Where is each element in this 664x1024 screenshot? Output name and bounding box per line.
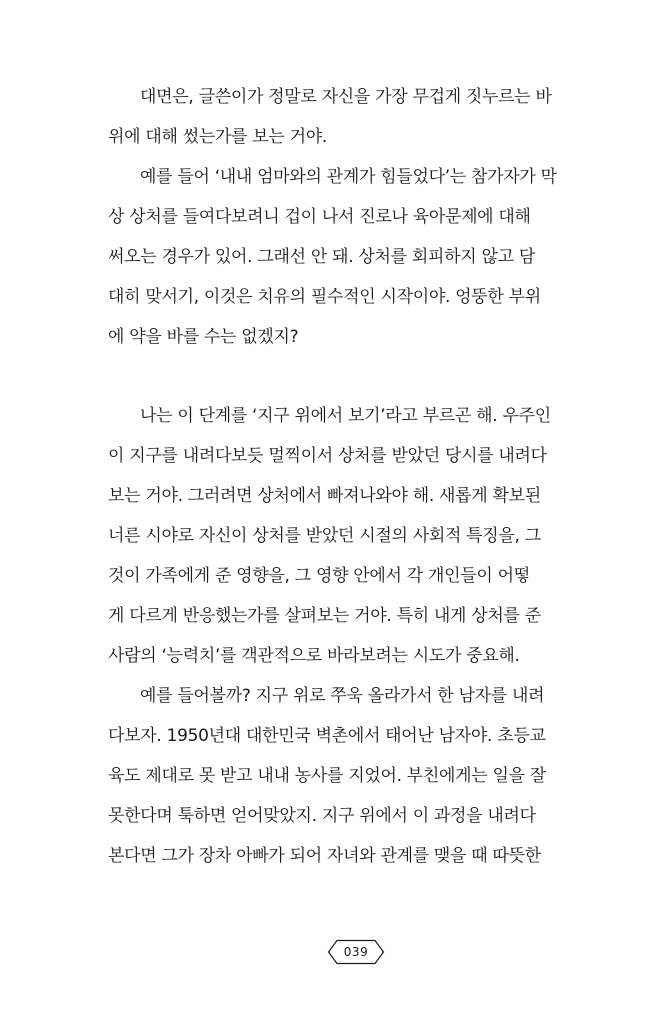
text-line: 이 지구를 내려다보듯 멀찍이서 상처를 받았던 당시를 내려다 — [108, 446, 547, 466]
text-line: 위에 대해 썼는가를 보는 거야. — [108, 127, 327, 147]
text-line: 예를 들어볼까? 지구 위로 쭈욱 올라가서 한 남자를 내려 — [140, 686, 545, 706]
text-line: 사람의 ‘능력치’를 객관적으로 바라보려는 시도가 중요해. — [108, 646, 520, 666]
text-line: 대면은, 글쓴이가 정말로 자신을 가장 무겁게 짓누르는 바 — [140, 87, 552, 107]
text-line: 본다면 그가 장차 아빠가 되어 자녀와 관계를 맺을 때 따뜻한 — [108, 846, 541, 866]
text-line: 육도 제대로 못 받고 내내 농사를 지었어. 부친에게는 일을 잘 — [108, 766, 546, 786]
text-line: 다보자. 1950년대 대한민국 벽촌에서 태어난 남자야. 초등교 — [108, 726, 546, 746]
text-line: 보는 거야. 그러려면 상처에서 빠져나와야 해. 새롭게 확보된 — [108, 486, 541, 506]
text-line: 써오는 경우가 있어. 그래선 안 돼. 상처를 회피하지 않고 담 — [108, 247, 535, 267]
text-line: 게 다르게 반응했는가를 살펴보는 거야. 특히 내게 상처를 준 — [108, 606, 541, 626]
text-line: 너른 시야로 자신이 상처를 받았던 시절의 사회적 특징을, 그 — [108, 526, 541, 546]
text-line: 상 상처를 들여다보려니 겁이 나서 진로나 육아문제에 대해 — [108, 207, 531, 227]
page-number-label: 039 — [343, 945, 369, 959]
text-line: 예를 들어 ‘내내 엄마와의 관계가 힘들었다’는 참가자가 막 — [140, 167, 557, 187]
page-number — [327, 939, 385, 965]
text-line: 대히 맞서기, 이것은 치유의 필수적인 시작이야. 엉뚱한 부위 — [108, 287, 541, 307]
text-line: 못한다며 툭하면 얻어맞았지. 지구 위에서 이 과정을 내려다 — [108, 806, 536, 826]
text-line: 에 약을 바를 수는 없겠지? — [108, 327, 299, 347]
text-line: 것이 가족에게 준 영향을, 그 영향 안에서 각 개인들이 어떻 — [108, 566, 530, 586]
text-line: 나는 이 단계를 ‘지구 위에서 보기’라고 부르곤 해. 우주인 — [140, 406, 551, 426]
